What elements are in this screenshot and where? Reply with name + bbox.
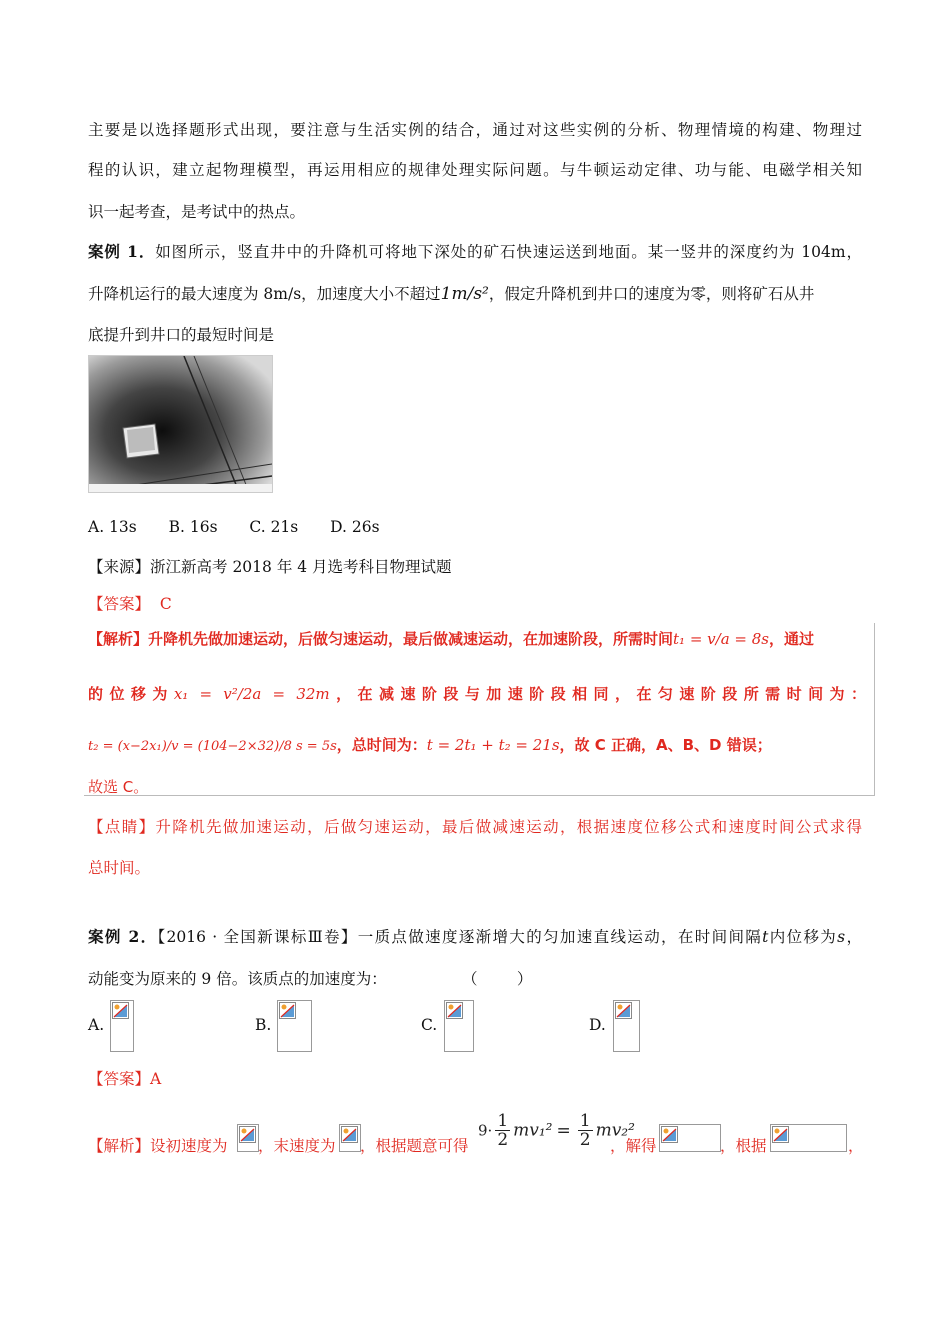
- analysis-text-1a: 升降机先做加速运动，后做匀速运动，最后做减速运动，在加速阶段，所需时间: [148, 630, 674, 648]
- broken-image-icon: [112, 1002, 129, 1019]
- case2-line-2: [88, 967, 387, 989]
- option-c-image-icon: [444, 1000, 474, 1052]
- eq-coef: 9·: [478, 1121, 493, 1140]
- case2-analysis-b: ，末速度为: [258, 1137, 336, 1155]
- analysis-line-4: 故选 C。: [88, 778, 149, 796]
- case2-text-1b: 内位移为: [768, 928, 838, 946]
- eq-equals: =: [556, 1120, 571, 1141]
- comment-line-2: 总时间。: [88, 859, 151, 877]
- analysis-text-2b: ，在减速阶段与加速阶段相同，在匀速阶段所需时间为：: [329, 685, 866, 703]
- case2-s: s: [837, 928, 846, 946]
- eq-rhs: mv₂²: [595, 1120, 635, 1141]
- case1-line-3: 底提升到井口的最短时间是: [88, 326, 275, 344]
- eq-one-right: 1: [579, 1111, 591, 1131]
- analysis-line-2: [88, 683, 866, 704]
- case2-analysis-label: 【解析】: [88, 1137, 151, 1155]
- broken-image-icon: [615, 1002, 632, 1019]
- formula-image-icon: [770, 1124, 847, 1152]
- source-text: 浙江新高考 2018 年 4 月选考科目物理试题: [150, 558, 452, 576]
- eq-one-left: 1: [497, 1111, 509, 1131]
- case1-text-2a: 升降机运行的最大速度为 8m/s，加速度大小不超过: [88, 285, 441, 303]
- answer-value: C: [159, 595, 172, 613]
- eq-half-left: [495, 1112, 510, 1149]
- analysis-eq-2: x₁ = v²/2a = 32m: [173, 685, 330, 703]
- analysis-text-1b: ，通过: [769, 630, 815, 648]
- broken-image-icon: [661, 1126, 678, 1143]
- eq-lhs: mv₁²: [513, 1120, 553, 1141]
- comment-text-1: 升降机先做加速运动，后做匀速运动，最后做减速运动，根据速度位移公式和速度时间公式求得: [155, 818, 862, 836]
- mine-shaft-illustration: [89, 356, 272, 492]
- intro-line-1: 主要是以选择题形式出现，要注意与生活实例的结合，通过对这些实例的分析、物理情境的构建、物理过: [88, 121, 862, 139]
- case2-text-2: 动能变为原来的 9 倍。该质点的加速度为：: [88, 970, 387, 988]
- case2-answer-label: 【答案】: [88, 1070, 151, 1088]
- broken-image-icon: [772, 1126, 789, 1143]
- case2-option-b[interactable]: B.: [255, 1016, 272, 1034]
- case2-analysis-a: 设初速度为: [150, 1137, 228, 1155]
- intro-line-2: 程的认识，建立起物理模型，再运用相应的规律处理实际问题。与牛顿运动定律、功与能、电磁学相关知: [88, 161, 862, 179]
- case2-analysis-e: ，根据: [720, 1137, 767, 1155]
- analysis-text-3b: ，总时间为：: [336, 736, 427, 754]
- case1-option-d[interactable]: D. 26s: [330, 518, 380, 536]
- analysis-eq-4: t = 2t₁ + t₂ = 21s: [426, 736, 560, 754]
- case1-text-2b: ，假定升降机到井口的速度为零，则将矿石从井: [488, 285, 815, 303]
- final-velocity-image-icon: [339, 1124, 361, 1152]
- broken-image-icon: [279, 1002, 296, 1019]
- broken-image-icon: [341, 1126, 358, 1143]
- case2-label: 案例 2．: [88, 927, 158, 946]
- case2-t: t: [762, 928, 769, 946]
- mine-shaft-photo: [88, 355, 273, 493]
- case1-option-c[interactable]: C. 21s: [249, 518, 299, 536]
- case2-analysis-c: ，根据题意可得: [360, 1137, 469, 1155]
- analysis-text-2a: 的位移为: [88, 685, 174, 703]
- broken-image-icon: [239, 1126, 256, 1143]
- comment-label: 【点睛】: [88, 818, 156, 836]
- analysis-text-3c: ，故 C 正确，A、B、D 错误；: [559, 736, 772, 754]
- option-b-image-icon: [277, 1000, 312, 1052]
- case1-option-b[interactable]: B. 16s: [168, 518, 218, 536]
- eq-two-left: 2: [497, 1130, 509, 1150]
- solution-image-icon: [659, 1124, 721, 1152]
- case1-answer: [88, 592, 172, 614]
- analysis-line-3: [88, 734, 772, 755]
- case1-line-2: [88, 282, 862, 304]
- comment-line-1: [88, 815, 862, 837]
- case2-analysis-f: ，: [848, 1137, 864, 1155]
- case1-line-1: [88, 240, 862, 262]
- case2-text-1a: 【2016 · 全国新课标Ⅲ卷】一质点做速度逐渐增大的匀加速直线运动，在时间间隔: [157, 928, 763, 946]
- case1-option-a[interactable]: A. 13s: [88, 518, 137, 536]
- case1-options: [88, 518, 380, 536]
- case1-text-1: 如图所示，竖直井中的升降机可将地下深处的矿石快速运送到地面。某一竖井的深度约为 104m，: [155, 243, 862, 261]
- analysis-eq-3: t₂ = (x−2x₁)/v = (104−2×32)/8 s = 5s: [88, 739, 337, 754]
- broken-image-icon: [446, 1002, 463, 1019]
- case2-answer-value: A: [150, 1070, 162, 1088]
- case2-option-c[interactable]: C.: [421, 1016, 438, 1034]
- case1-source: [88, 555, 452, 577]
- answer-label: 【答案】: [88, 595, 151, 613]
- analysis-line-1: [88, 628, 814, 649]
- option-d-image-icon: [613, 1000, 640, 1052]
- analysis-eq-1: t₁ = v/a = 8s: [673, 630, 769, 648]
- case2-analysis-start: [88, 1134, 228, 1156]
- case2-paren: （ ）: [462, 970, 533, 988]
- intro-line-3: 识一起考查，是考试中的热点。: [88, 203, 306, 221]
- initial-velocity-image-icon: [237, 1124, 259, 1152]
- analysis-label: 【解析】: [88, 630, 149, 648]
- eq-half-right: [578, 1112, 593, 1149]
- case2-option-d[interactable]: D.: [589, 1016, 606, 1034]
- case2-analysis-d: ，解得: [610, 1137, 657, 1155]
- eq-two-right: 2: [579, 1130, 591, 1150]
- case2-option-a[interactable]: A.: [88, 1016, 105, 1034]
- case1-accel: 1m/s²: [440, 284, 489, 304]
- case2-line-1: [88, 925, 862, 947]
- case2-answer: [88, 1067, 161, 1089]
- case1-label: 案例 1．: [88, 242, 156, 261]
- source-label: 【来源】: [88, 558, 151, 576]
- option-a-image-icon: [110, 1000, 134, 1052]
- case2-text-1c: ，: [845, 928, 862, 946]
